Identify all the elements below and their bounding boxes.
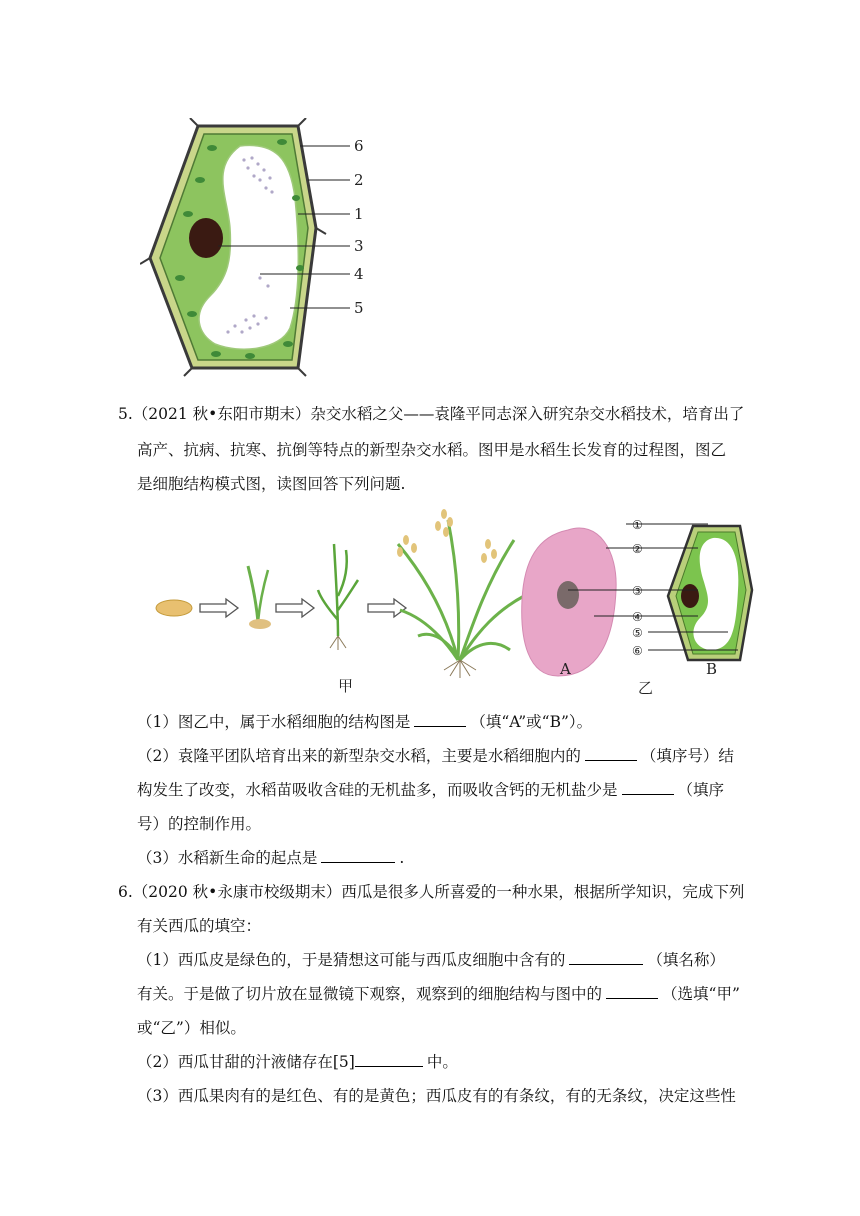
plant-cell-figure [140, 118, 380, 386]
q5-intro-2: 高产、抗病、抗寒、抗倒等特点的新型杂交水稻。图甲是水稻生长发育的过程图，图乙 [137, 441, 727, 459]
q6-sub1-text-b: （填名称） [647, 951, 725, 969]
q5-sub2-line2 [137, 780, 724, 800]
answer-blank[interactable] [622, 780, 674, 795]
q6-sub1-text-d: （选填“甲” [662, 985, 740, 1003]
fig1-label-6: 6 [354, 137, 364, 155]
cell-A-nucleus [557, 581, 579, 609]
q5-sub2-text-a: （2）袁隆平团队培育出来的新型杂交水稻，主要是水稻细胞内的 [137, 747, 581, 765]
cell-B-nucleus [681, 584, 699, 608]
q6-sub1-line1 [137, 950, 725, 970]
answer-blank[interactable] [355, 1052, 423, 1067]
q6-intro-1: 西瓜是很多人所喜爱的一种水果，根据所学知识，完成下列 [341, 883, 745, 901]
answer-blank[interactable] [414, 712, 466, 727]
circled-4: ④ [632, 610, 643, 624]
q6-sub1-text-c: 有关。于是做了切片放在显微镜下观察，观察到的细胞结构与图中的 [137, 985, 603, 1003]
q5-sub1-text-b: （填“A”或“B”）。 [470, 713, 593, 731]
q5-sub2-line1 [137, 746, 734, 766]
q5-intro-1: 杂交水稻之父——袁隆平同志深入研究杂交水稻技术，培育出了 [310, 405, 745, 423]
arrow-icons [200, 599, 406, 617]
circled-2: ② [632, 542, 643, 556]
answer-blank[interactable] [585, 746, 637, 761]
rice-grains [397, 509, 497, 563]
circled-5: ⑤ [632, 626, 643, 640]
fig-label-yi: 乙 [638, 679, 654, 697]
circled-6: ⑥ [632, 644, 643, 658]
circled-1: ① [632, 518, 643, 532]
q5-sub1-text-a: （1）图乙中，属于水稻细胞的结构图是 [137, 713, 411, 731]
answer-blank[interactable] [569, 950, 643, 965]
q5-sub2-text-c: 构发生了改变，水稻苗吸收含硅的无机盐多，而吸收含钙的无机盐少是 [137, 781, 618, 799]
young-plant [318, 544, 358, 650]
fig-label-A: A [560, 660, 571, 678]
q6-source: （2020 秋•永康市校级期末） [132, 883, 342, 901]
q5-sub2-text-d: （填序 [677, 781, 725, 799]
rice-seed [156, 600, 192, 616]
q6-sub2-text-b: 中。 [426, 1053, 458, 1071]
q6-sub3-line1: （3）西瓜果肉有的是红色、有的是黄色；西瓜皮有的有条纹，有的无条纹，决定这些性 [137, 1087, 736, 1105]
nucleus [189, 218, 223, 258]
q5-sub3 [137, 848, 404, 868]
fig1-label-1: 1 [354, 205, 364, 223]
fig-label-jia: 甲 [338, 677, 354, 695]
q6-sub2 [137, 1052, 458, 1072]
answer-blank[interactable] [606, 984, 658, 999]
mature-rice [398, 520, 524, 660]
q5-sub1 [137, 712, 592, 732]
q6-intro-2: 有关西瓜的填空： [137, 917, 262, 935]
q5-sub3-text-a: （3）水稻新生命的起点是 [137, 849, 318, 867]
fig1-label-2: 2 [354, 171, 364, 189]
seedling [248, 566, 271, 629]
circled-3: ③ [632, 584, 643, 598]
fig1-label-3: 3 [354, 237, 364, 255]
q6-sub2-text-a: （2）西瓜甘甜的汁液储存在[5] [137, 1053, 355, 1071]
q6-sub1-line3: 或“乙”）相似。 [137, 1019, 246, 1037]
q6-sub1-line2 [137, 984, 740, 1004]
q5-number: 5. [118, 405, 133, 423]
q5-sub2-text-b: （填序号）结 [640, 747, 734, 765]
rice-figure [148, 500, 778, 700]
q6-sub1-text-a: （1）西瓜皮是绿色的，于是猜想这可能与西瓜皮细胞中含有的 [137, 951, 566, 969]
q6-number: 6. [118, 883, 133, 901]
answer-blank[interactable] [321, 848, 395, 863]
q6-line1 [118, 882, 744, 902]
fig1-label-5: 5 [354, 299, 364, 317]
q5-source: （2021 秋•东阳市期末） [132, 405, 311, 423]
q5-sub3-text-b: . [399, 849, 405, 867]
fig1-label-4: 4 [354, 265, 364, 283]
fig-label-B: B [706, 660, 718, 678]
q5-sub2-line3: 号）的控制作用。 [137, 815, 262, 833]
q5-line1 [118, 404, 744, 424]
q5-intro-3: 是细胞结构模式图，读图回答下列问题. [137, 475, 406, 493]
